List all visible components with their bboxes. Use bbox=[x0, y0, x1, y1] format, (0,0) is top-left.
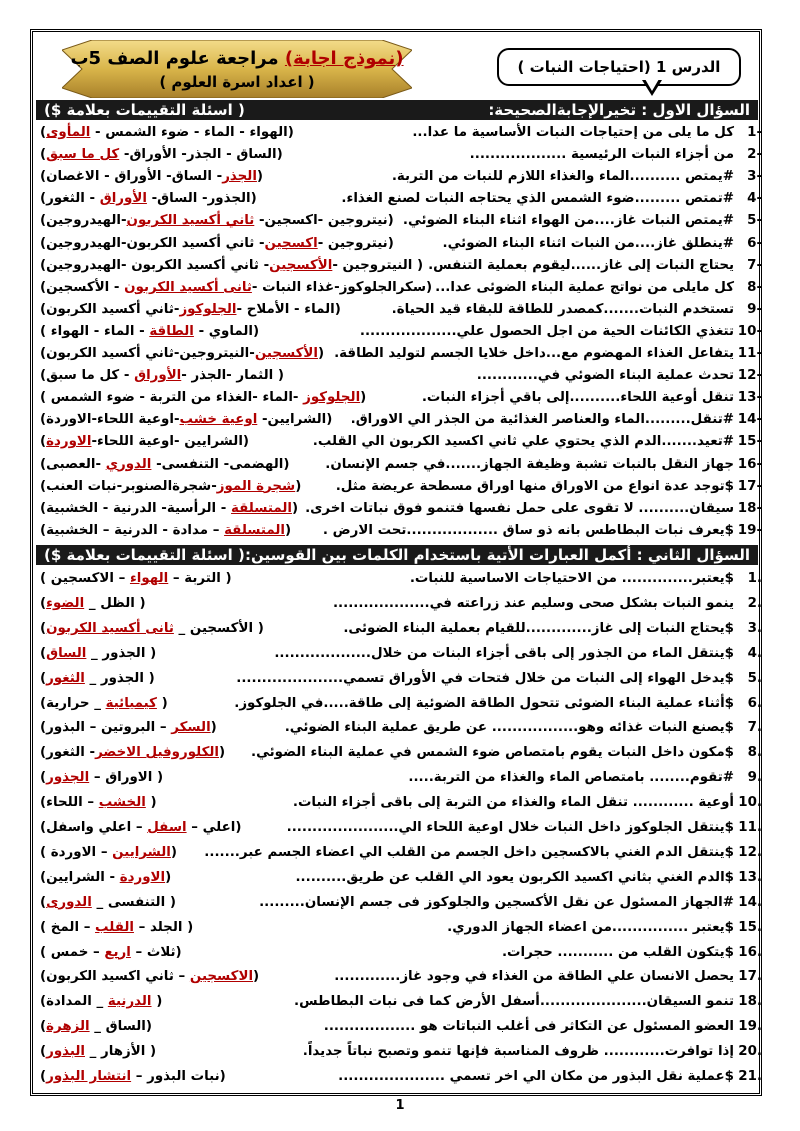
document-title bbox=[62, 48, 412, 69]
options-after: -النيتروجين-ثاني أكسيد الكربون) bbox=[40, 346, 255, 361]
answer-options bbox=[40, 188, 257, 210]
question-row bbox=[40, 892, 762, 914]
question-row bbox=[40, 277, 762, 299]
correct-answer: الأكسجين bbox=[269, 257, 333, 273]
correct-answer: الساق bbox=[46, 645, 87, 661]
question-row bbox=[40, 618, 762, 640]
options-after: _ المدادة) bbox=[40, 994, 108, 1010]
question-number: .14 bbox=[738, 894, 762, 910]
options-before: (الماوي - bbox=[193, 323, 260, 339]
question-text: تنقل أوعية اللحاء..........إلى باقي أجزاء النبات. bbox=[421, 390, 734, 406]
page-number: 1 bbox=[395, 1098, 405, 1113]
correct-answer: ثاني أكسيد الكربون bbox=[126, 213, 255, 229]
options-after: ) bbox=[40, 1044, 47, 1060]
options-after: – الاوردة ) bbox=[40, 844, 113, 860]
question-row bbox=[40, 210, 762, 232]
correct-answer: الدرنية bbox=[107, 994, 152, 1010]
options-before: ( الاوراق – bbox=[89, 770, 164, 786]
lesson-label: الدرس 1 (احتياجات النبات ) bbox=[497, 48, 741, 86]
options-after: ) bbox=[40, 670, 47, 686]
options-after: - الرأسية- الدرنية - الخشبية) bbox=[40, 500, 232, 516]
answer-options bbox=[40, 299, 341, 321]
options-before: ( bbox=[170, 844, 178, 860]
question-text: $ينتقل الدم الغني بالاكسجين داخل الجسم من القلب الي اعضاء الجسم عبر....... bbox=[204, 844, 734, 860]
question-text: $أثناء عملية البناء الضوئى تتحول الطاقة الضوئية إلى طاقة.....في الجلوكوز. bbox=[234, 695, 734, 711]
correct-answer: الطاقة bbox=[149, 323, 194, 339]
options-before: (الشرايين -اوعية اللحاء- bbox=[91, 434, 250, 450]
options-before: ( التربة – bbox=[168, 571, 232, 586]
question-text: كل مايلى من نواتج عملية البناء الضوئى عدا... bbox=[435, 279, 734, 295]
question-text: ينمو النبات بشكل صحى وسليم عند زراعته في................... bbox=[332, 595, 734, 611]
question-number: -1 bbox=[747, 125, 762, 140]
options-before: ( التنفسى _ bbox=[91, 894, 176, 910]
options-before: (الهواء - الماء - ضوء الشمس - bbox=[90, 125, 294, 140]
correct-answer: الاوردة bbox=[46, 434, 92, 450]
section-2-title: السؤال الثاني : أكمل العبارات الأتية باستخدام الكلمات بين القوسين: bbox=[245, 546, 750, 564]
question-number: .7 bbox=[747, 720, 762, 736]
question-text: $يدخل الهواء إلى النبات من خلال فتحات في الأوراق تسمي..................... bbox=[236, 670, 734, 686]
options-before: (الجذور- الساق- bbox=[146, 191, 257, 207]
answer-options bbox=[40, 321, 259, 343]
question-text: #تنقل.........الماء والعناصر الغذائية من الجذر الي الاوراق. bbox=[350, 412, 734, 428]
question-row bbox=[40, 668, 762, 690]
answer-options bbox=[40, 409, 332, 431]
question-text: سيقان.......... لا تقوى على حمل نفسها فتنمو فوق نباتات اخرى. bbox=[305, 500, 734, 516]
options-before: (الساق _ bbox=[89, 1019, 152, 1035]
correct-answer: الجلوكوز bbox=[303, 390, 361, 406]
question-row bbox=[40, 867, 762, 889]
question-number: .6 bbox=[747, 695, 762, 711]
answer-options bbox=[40, 144, 283, 166]
question-number: -13 bbox=[737, 390, 762, 406]
correct-answer: الضوء bbox=[46, 595, 85, 611]
correct-answer: القلب bbox=[95, 919, 134, 935]
correct-answer: الهواء bbox=[129, 571, 169, 586]
question-text: $ينتقل الماء من الجذور إلى باقى أجزاء البنات من خلال................... bbox=[274, 645, 734, 661]
options-before: ( الجذور _ bbox=[84, 670, 155, 686]
question-text: #تمتص .........ضوء الشمس الذي يحتاجه النبات لصنع الغذاء. bbox=[341, 191, 734, 207]
correct-answer: اكسجين bbox=[264, 235, 318, 251]
answer-options bbox=[40, 476, 301, 498]
question-row bbox=[40, 454, 762, 476]
correct-answer: الزهرة bbox=[46, 1019, 90, 1035]
correct-answer: المتسلقة bbox=[231, 500, 292, 516]
options-before: ( الجلد – bbox=[133, 919, 194, 935]
correct-answer: البذور bbox=[46, 1044, 85, 1060]
question-text: كل ما يلى من إحتياجات النبات الأساسية ما عدا... bbox=[412, 125, 734, 140]
correct-answer: الدوري bbox=[105, 456, 152, 472]
options-before: ( bbox=[151, 994, 163, 1010]
correct-answer: الاوردة bbox=[119, 869, 166, 885]
correct-answer: الجذر bbox=[222, 169, 257, 185]
answer-options bbox=[40, 817, 241, 839]
answer-options bbox=[40, 498, 298, 520]
answer-options bbox=[40, 942, 182, 964]
question-row bbox=[40, 991, 762, 1013]
section-2-badge: ( اسئلة التقييمات بعلامة $) bbox=[44, 546, 245, 564]
answer-options bbox=[40, 277, 432, 299]
options-after: - الأكسجين) bbox=[40, 279, 125, 295]
question-text: $يعتبر.............. من الاحتياجات الاساسية للنبات. bbox=[409, 571, 734, 586]
question-number: .11 bbox=[738, 820, 762, 835]
options-before: ( الثمار -الجذر - bbox=[181, 368, 284, 384]
options-before: ( الأزهار _ bbox=[84, 1044, 157, 1060]
question-text: العضو المسئول عن التكاثر فى أغلب النباتات هو .................. bbox=[323, 1019, 734, 1035]
answer-options bbox=[40, 643, 156, 665]
question-row bbox=[40, 917, 762, 939]
answer-options bbox=[40, 166, 263, 188]
question-row bbox=[40, 409, 762, 431]
question-row bbox=[40, 942, 762, 964]
question-text: جهاز النقل بالنبات تشبة وظيفة الجهاز.......في جسم الإنسان. bbox=[325, 456, 734, 472]
question-number: .10 bbox=[738, 795, 762, 811]
question-row bbox=[40, 568, 762, 590]
question-text: يتفاعل الغذاء المهضوم مع...داخل خلايا الجسم لتوليد الطاقة. bbox=[334, 346, 734, 361]
options-before: ( bbox=[218, 745, 226, 761]
answer-model-label: (نموذج اجابة) bbox=[284, 48, 404, 69]
document-subtitle: ( اعداد اسرة العلوم ) bbox=[159, 73, 315, 91]
answer-options bbox=[40, 742, 225, 764]
options-before: (الهضمى- التنفسى- bbox=[151, 456, 290, 472]
options-before: (الماء - الأملاح - bbox=[236, 301, 341, 317]
title-banner bbox=[62, 40, 412, 98]
question-row bbox=[40, 299, 762, 321]
question-text: تحدث عملية البناء الضوئي في............ bbox=[476, 368, 734, 384]
options-after: - ثاني أكسيد الكربون-الهيدروجين) bbox=[40, 235, 265, 251]
question-row bbox=[40, 233, 762, 255]
answer-options bbox=[40, 365, 284, 387]
question-number: -15 bbox=[737, 434, 762, 450]
answer-options bbox=[40, 693, 168, 715]
question-number: .1 bbox=[747, 571, 762, 586]
question-number: -19 bbox=[737, 522, 762, 538]
options-before: ( الأكسجين _ bbox=[173, 620, 264, 636]
question-text: $الدم الغني بثاني اكسيد الكربون يعود الي القلب عن طريق.......... bbox=[295, 869, 734, 885]
correct-answer: كيميائية bbox=[105, 695, 157, 711]
section-1-heading bbox=[36, 100, 758, 120]
question-row bbox=[40, 817, 762, 839]
answer-options bbox=[40, 454, 290, 476]
question-row bbox=[40, 643, 762, 665]
question-text: $عملية نقل البذور من مكان الي اخر تسمي ..................... bbox=[338, 1069, 734, 1084]
question-row bbox=[40, 693, 762, 715]
options-before: ( bbox=[360, 390, 367, 406]
correct-answer: الأكسجين bbox=[254, 346, 318, 361]
answer-options bbox=[40, 618, 264, 640]
options-after: -الهيدروجين) bbox=[40, 213, 127, 229]
question-row bbox=[40, 387, 762, 409]
question-text: #تقوم........ بامتصاص الماء والغذاء من التربة..... bbox=[408, 770, 734, 786]
options-after: -العصبى) bbox=[40, 456, 106, 472]
question-row bbox=[40, 717, 762, 739]
options-after: – مدادة - الدرنية – الخشبية) bbox=[40, 522, 225, 538]
question-number: .15 bbox=[738, 919, 762, 935]
options-before: ( bbox=[253, 969, 260, 985]
answer-options bbox=[40, 520, 291, 542]
options-after: - الثغور) bbox=[40, 745, 96, 761]
question-text: أوعية ............ تنقل الماء والغذاء من التربة إلى باقى أجزاء النبات. bbox=[292, 795, 734, 811]
options-after: ) bbox=[40, 125, 47, 140]
answer-options bbox=[40, 122, 294, 144]
answer-options bbox=[40, 1016, 152, 1038]
question-number: -16 bbox=[737, 456, 762, 472]
question-number: -4 bbox=[747, 191, 762, 207]
options-after: ) bbox=[40, 770, 47, 786]
correct-answer: ثانى أكسيد الكربون bbox=[46, 620, 174, 636]
options-before: ( bbox=[295, 478, 302, 494]
options-before: ( bbox=[210, 720, 217, 736]
answer-options bbox=[40, 792, 157, 814]
options-before: (الشرايين- bbox=[257, 412, 333, 428]
options-after: ) bbox=[40, 434, 47, 450]
question-text: $مكون داخل النبات يقوم بامتصاص ضوء الشمس في عملية البناء الضوئي. bbox=[251, 745, 734, 761]
options-after: ) bbox=[40, 1069, 47, 1084]
question-number: -17 bbox=[737, 478, 762, 494]
question-number: .21 bbox=[738, 1069, 762, 1084]
options-before: ( bbox=[284, 522, 292, 538]
question-number: .4 bbox=[747, 645, 762, 661]
answer-options bbox=[40, 568, 232, 590]
question-number: .2 bbox=[747, 595, 762, 611]
question-row bbox=[40, 520, 762, 542]
correct-answer: السكر bbox=[171, 720, 211, 736]
correct-answer: الاكسجين bbox=[189, 969, 254, 985]
answer-options bbox=[40, 210, 394, 232]
options-after: -اوعية اللحاء-الاوردة) bbox=[40, 412, 180, 428]
question-text: تتغذي الكائنات الحية من اجل الحصول علي................... bbox=[359, 323, 734, 339]
section-2-heading bbox=[36, 545, 758, 565]
question-row bbox=[40, 255, 762, 277]
answer-options bbox=[40, 431, 249, 453]
options-after: - الساق- الأوراق - الاغصان) bbox=[40, 169, 223, 185]
options-after: ) bbox=[40, 620, 47, 636]
answer-options bbox=[40, 255, 423, 277]
question-text: $يتكون القلب من ........... حجرات. bbox=[501, 944, 734, 960]
options-before: ( bbox=[256, 169, 264, 185]
correct-answer: المأوى bbox=[46, 125, 91, 140]
question-text: $يحتاج النبات إلى غاز.............للقيام بعملية البناء الضوئى. bbox=[343, 620, 734, 636]
answer-options bbox=[40, 1066, 226, 1088]
options-before: ( bbox=[156, 695, 168, 711]
question-text: #يمتص النبات غاز....من الهواء اثناء البناء الضوئي. bbox=[402, 213, 734, 229]
question-text: $توجد عدة انواع من الاوراق منها اوراق مسطحة عريضة مثل. bbox=[335, 478, 734, 494]
question-text: يحتاج النبات إلى غاز......ليقوم بعملية التنفس. bbox=[428, 257, 734, 273]
question-row bbox=[40, 166, 762, 188]
options-after: – البروتين – البذور) bbox=[40, 720, 172, 736]
options-after: – اللحاء) bbox=[40, 795, 99, 811]
question-number: -2 bbox=[747, 147, 762, 163]
options-after: – خمس ) bbox=[40, 944, 105, 960]
options-after: -شجرةالصنوبر-نبات العنب) bbox=[40, 478, 217, 494]
question-number: -3 bbox=[747, 169, 762, 185]
question-row bbox=[40, 767, 762, 789]
question-number: .19 bbox=[738, 1019, 762, 1035]
question-text: من أجزاء النبات الرئيسية ................... bbox=[469, 147, 734, 163]
question-row bbox=[40, 431, 762, 453]
options-after: - ثاني أكسيد الكربون -الهيدروجين) bbox=[40, 257, 270, 273]
question-number: -6 bbox=[747, 235, 762, 251]
answer-options bbox=[40, 717, 217, 739]
question-row bbox=[40, 476, 762, 498]
question-number: .16 bbox=[738, 944, 762, 960]
options-after: ) bbox=[40, 147, 47, 163]
correct-answer: الجلوكوز bbox=[179, 301, 237, 317]
options-after: – ثاني اكسيد الكربون) bbox=[40, 969, 190, 985]
question-row bbox=[40, 742, 762, 764]
bubble-tail-inner bbox=[645, 79, 659, 91]
correct-answer: الجذور bbox=[46, 770, 90, 786]
question-text: #الجهاز المسئول عن نقل الأكسجين والجلوكوز فى جسم الإنسان......... bbox=[259, 894, 734, 910]
section-1-badge: ( اسئلة التقييمات بعلامة $) bbox=[44, 101, 245, 119]
answer-options bbox=[40, 842, 177, 864]
question-row bbox=[40, 966, 762, 988]
question-text: يحصل الانسان علي الطاقة من الغذاء في وجود غاز............. bbox=[334, 969, 734, 985]
options-before: (ثلاث – bbox=[130, 944, 182, 960]
correct-answer: الشرايين bbox=[112, 844, 171, 860]
correct-answer: ثانى أكسيد الكربون bbox=[124, 279, 252, 295]
options-before: (نيتروجين - bbox=[317, 235, 394, 251]
options-after: – المخ ) bbox=[40, 919, 96, 935]
answer-options bbox=[40, 867, 171, 889]
correct-answer: اوعية خشب bbox=[179, 412, 258, 428]
options-after: -ثاني أكسيد الكربون) bbox=[40, 301, 180, 317]
question-row bbox=[40, 792, 762, 814]
question-number: -7 bbox=[747, 257, 762, 273]
options-after: -الماء -الغذاء من التربة - ضوء الشمس ) bbox=[40, 390, 304, 406]
options-after: ) bbox=[40, 595, 47, 611]
correct-answer: الأوراق bbox=[99, 191, 147, 207]
question-text: #يمتص ..........الماء والغذاء اللازم للنبات من التربة. bbox=[391, 169, 734, 185]
answer-options bbox=[40, 917, 193, 939]
correct-answer: الثغور bbox=[46, 670, 85, 686]
question-row bbox=[40, 365, 762, 387]
question-row bbox=[40, 321, 762, 343]
options-after: ) bbox=[40, 645, 47, 661]
review-title: مراجعة علوم الصف 5ب bbox=[70, 48, 285, 69]
question-text: $يصنع النبات غذائه وهو................. عن طريق عملية البناء الضوئي. bbox=[284, 720, 734, 736]
question-text: إذا توافرت............ ظروف المناسبة فإنها تنمو وتصبح نباتاً جديداً. bbox=[302, 1044, 734, 1060]
options-after: ) bbox=[40, 894, 47, 910]
options-after: ) bbox=[40, 1019, 47, 1035]
question-text: #ينطلق غاز....من النبات اثناء البناء الضوئي. bbox=[442, 235, 734, 251]
question-number: -9 bbox=[747, 301, 762, 317]
correct-answer: الأوراق bbox=[134, 368, 182, 384]
question-row bbox=[40, 343, 762, 365]
question-number: .13 bbox=[738, 869, 762, 885]
options-after: - الماء - الهواء ) bbox=[40, 323, 150, 339]
correct-answer: كل ما سبق bbox=[46, 147, 120, 163]
options-before: ( bbox=[145, 795, 157, 811]
question-row bbox=[40, 1041, 762, 1063]
question-row bbox=[40, 498, 762, 520]
answer-options bbox=[40, 1041, 156, 1063]
options-after: - الشرايين) bbox=[40, 869, 120, 885]
answer-options bbox=[40, 593, 146, 615]
options-before: (اعلي – bbox=[186, 820, 242, 835]
question-number: .20 bbox=[738, 1044, 762, 1060]
correct-answer: انتشار البذور bbox=[46, 1069, 132, 1084]
options-after: - الثغور) bbox=[40, 191, 100, 207]
question-text: تستخدم النبات.......كمصدر للطاقة للبقاء قيد الحياة. bbox=[391, 301, 734, 317]
question-row bbox=[40, 1066, 762, 1088]
options-before: ( النيتروجين - bbox=[332, 257, 424, 273]
options-after: – اعلي واسفل) bbox=[40, 820, 148, 835]
question-row bbox=[40, 593, 762, 615]
correct-answer: اربع bbox=[104, 944, 131, 960]
question-number: .5 bbox=[747, 670, 762, 686]
question-row bbox=[40, 842, 762, 864]
question-row bbox=[40, 122, 762, 144]
options-after: – الاكسجين ) bbox=[40, 571, 130, 586]
options-before: (سكرالجلوكوز-غذاء النبات - bbox=[251, 279, 433, 295]
correct-answer: المتسلقة bbox=[224, 522, 285, 538]
options-before: ( الجذور _ bbox=[86, 645, 157, 661]
options-before: ( bbox=[291, 500, 299, 516]
question-text: $ينتقل الجلوكوز داخل النبات خلال اوعية اللحاء الي...................... bbox=[286, 820, 734, 835]
options-before: ( bbox=[165, 869, 172, 885]
question-number: -5 bbox=[747, 213, 762, 229]
options-before: (الساق - الجذر- الأوراق- bbox=[119, 147, 283, 163]
question-number: -12 bbox=[737, 368, 762, 384]
question-row bbox=[40, 188, 762, 210]
question-number: .9 bbox=[747, 770, 762, 786]
correct-answer: شجرة الموز bbox=[216, 478, 296, 494]
answer-options bbox=[40, 668, 155, 690]
question-text: $يعتبر ...............من اعضاء الجهاز الدوري. bbox=[447, 919, 734, 935]
question-row bbox=[40, 1016, 762, 1038]
options-before: ( bbox=[317, 346, 325, 361]
question-number: -18 bbox=[737, 500, 762, 516]
question-number: .17 bbox=[738, 969, 762, 985]
question-number: -8 bbox=[747, 279, 762, 295]
answer-options bbox=[40, 343, 324, 365]
question-text: $يعرف نبات البطاطس بانه ذو ساق ..................تحت الارض . bbox=[322, 522, 734, 538]
question-row bbox=[40, 144, 762, 166]
answer-options bbox=[40, 991, 162, 1013]
question-number: .3 bbox=[747, 620, 762, 636]
question-number: .18 bbox=[738, 994, 762, 1010]
question-number: .8 bbox=[747, 745, 762, 761]
correct-answer: الكلوروفيل الاخضر bbox=[95, 745, 219, 761]
question-number: -14 bbox=[737, 412, 762, 428]
question-number: -10 bbox=[737, 323, 762, 339]
question-number: .12 bbox=[738, 844, 762, 860]
answer-options bbox=[40, 233, 394, 255]
options-before: (نبات البذور – bbox=[131, 1069, 226, 1084]
options-before: ( الظل _ bbox=[84, 595, 146, 611]
question-number: -11 bbox=[737, 346, 762, 361]
answer-options bbox=[40, 767, 163, 789]
correct-answer: الخشب bbox=[98, 795, 146, 811]
question-text: #تعيد.......الدم الذي يحتوي علي ثاني اكسيد الكربون الي القلب. bbox=[312, 434, 734, 450]
correct-answer: الدورى bbox=[46, 894, 92, 910]
options-before: (نيتروجين -اكسجين- bbox=[254, 213, 394, 229]
answer-options bbox=[40, 966, 259, 988]
question-text: تنمو السيقان.....................أسفل الأرض كما فى نبات البطاطس. bbox=[294, 994, 734, 1010]
section-1-title: السؤال الاول : تخيرالإجابةالصحيحة: bbox=[488, 101, 750, 119]
options-after: _ حرارية) bbox=[40, 695, 106, 711]
answer-options bbox=[40, 892, 176, 914]
answer-options bbox=[40, 387, 366, 409]
correct-answer: اسفل bbox=[147, 820, 187, 835]
options-after: - كل ما سبق) bbox=[40, 368, 135, 384]
